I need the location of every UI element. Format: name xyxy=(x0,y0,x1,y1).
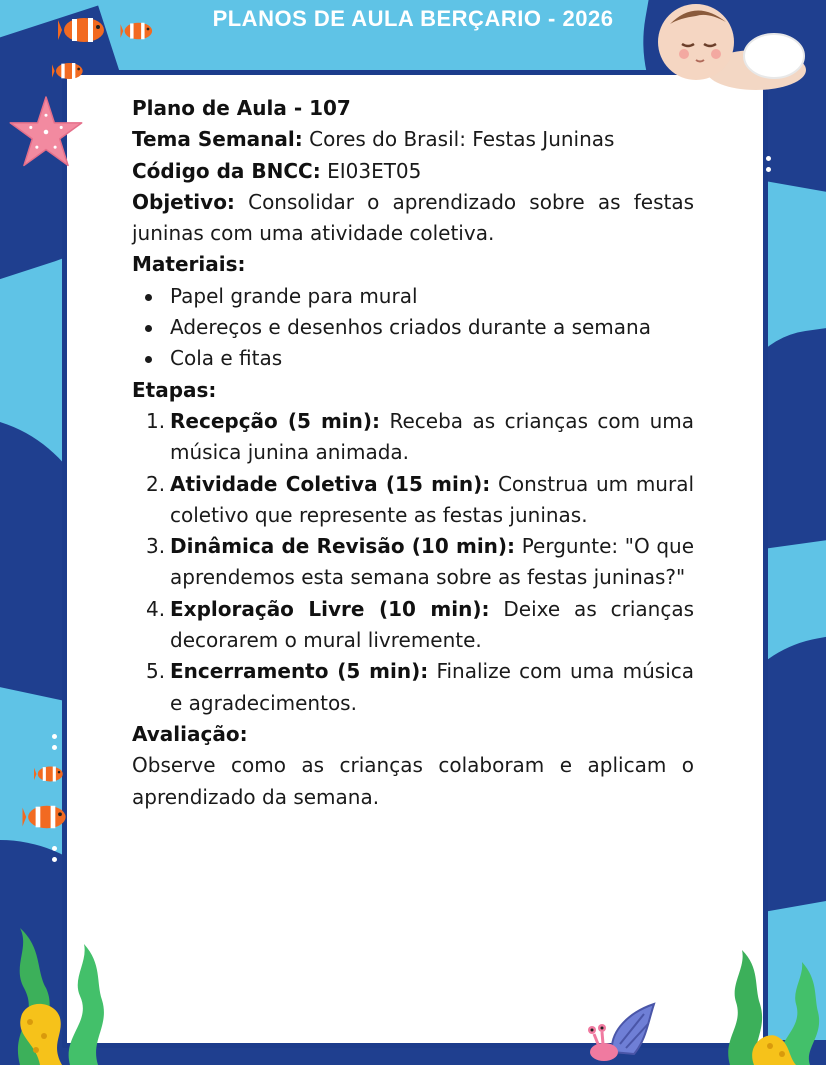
step-item xyxy=(132,406,694,469)
clownfish-icon xyxy=(52,60,84,82)
sleeping-baby-icon xyxy=(656,0,816,96)
theme-value: Cores do Brasil: Festas Juninas xyxy=(309,127,615,152)
objective-row xyxy=(132,187,694,250)
clownfish-icon xyxy=(58,14,106,46)
bncc-label: Código da BNCC: xyxy=(132,158,321,183)
list-item: Papel grande para mural xyxy=(145,281,694,312)
starfish-icon xyxy=(8,94,84,170)
step-number: 5. xyxy=(146,659,166,684)
hermit-crab-icon xyxy=(584,1000,660,1065)
step-text: Receba as crianças com uma música junina animada. xyxy=(170,408,695,465)
evaluation-text: Observe como as crianças colaboram e aplicam o aprendizado da semana. xyxy=(132,753,694,809)
steps-heading: Etapas: xyxy=(132,377,217,402)
lesson-plan-content xyxy=(132,93,694,813)
step-text: Construa um mural coletivo que represente as festas juninas. xyxy=(170,471,695,527)
objective-label: Objetivo: xyxy=(132,189,235,214)
bncc-row xyxy=(132,156,694,187)
clownfish-icon xyxy=(120,20,154,42)
step-item xyxy=(132,531,694,594)
evaluation-heading: Avaliação: xyxy=(132,721,248,746)
theme-row xyxy=(132,124,694,155)
step-title: Dinâmica de Revisão (10 min): xyxy=(170,534,516,559)
plan-title: Plano de Aula - 107 xyxy=(132,96,351,120)
bubbles-decoration xyxy=(52,728,57,756)
objective-value: Consolidar o aprendizado sobre as festas juninas com uma atividade coletiva. xyxy=(132,189,695,246)
step-title: Recepção (5 min): xyxy=(170,408,381,433)
step-item xyxy=(132,594,694,657)
list-item: Adereços e desenhos criados durante a semana xyxy=(145,312,694,343)
step-text: Finalize com uma música e agradecimentos. xyxy=(170,659,695,715)
step-number: 1. xyxy=(146,408,166,433)
step-text: Deixe as crianças decorarem o mural livremente. xyxy=(170,596,694,653)
clownfish-icon xyxy=(22,802,68,832)
steps-list xyxy=(132,406,694,719)
step-item xyxy=(132,656,694,719)
materials-heading: Materiais: xyxy=(132,252,246,277)
step-number: 4. xyxy=(146,596,166,621)
clownfish-icon xyxy=(34,764,64,784)
bncc-value: EI03ET05 xyxy=(327,158,422,183)
bubbles-decoration xyxy=(766,150,771,178)
step-number: 2. xyxy=(146,471,166,496)
page-header-title: PLANOS DE AULA BERÇARIO - 2026 xyxy=(212,6,614,31)
step-title: Encerramento (5 min): xyxy=(170,659,429,684)
step-text: Pergunte: "O que aprendemos esta semana sobre as festas juninas?" xyxy=(170,534,694,590)
materials-list xyxy=(132,281,694,375)
step-item xyxy=(132,469,694,532)
step-title: Exploração Livre (10 min): xyxy=(170,596,490,621)
coral-icon xyxy=(700,934,826,1065)
list-item: Cola e fitas xyxy=(145,343,694,374)
step-title: Atividade Coletiva (15 min): xyxy=(170,471,491,496)
step-number: 3. xyxy=(146,534,166,559)
theme-label: Tema Semanal: xyxy=(132,127,303,152)
seaweed-icon xyxy=(0,918,130,1065)
bubbles-decoration xyxy=(52,840,57,868)
